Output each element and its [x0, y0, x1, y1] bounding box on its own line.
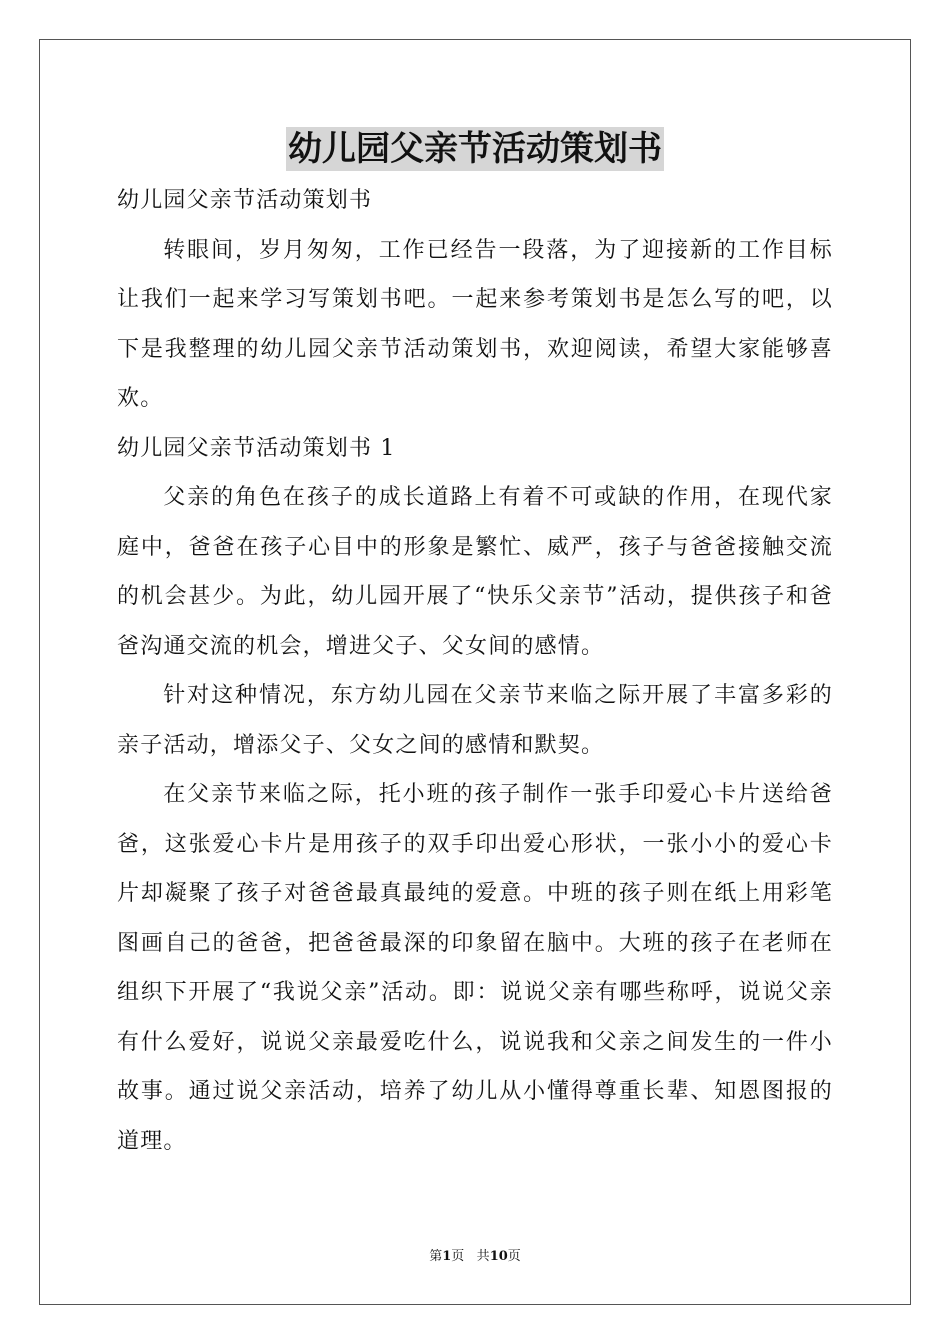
intro-paragraph: 转眼间，岁月匆匆，工作已经告一段落，为了迎接新的工作目标让我们一起来学习写策划书吧。一起来参考策划书是怎么写的吧，以下是我整理的幼儿园父亲节活动策划书，欢迎阅读，希望大家能够喜欢。: [117, 237, 833, 411]
page-prefix: 第: [429, 1249, 443, 1264]
title-block: [0, 127, 950, 171]
total-prefix: 共: [476, 1249, 490, 1264]
total-page-count: 10: [489, 1249, 508, 1264]
section-heading: 幼儿园父亲节活动策划书 1: [117, 435, 396, 461]
body-paragraph: 在父亲节来临之际，托小班的孩子制作一张手印爱心卡片送给爸爸，这张爱心卡片是用孩子的双手印出爱心形状，一张小小的爱心卡片却凝聚了孩子对爸爸最真最纯的爱意。中班的孩子则在纸上用彩笔图画自己的爸爸，把爸爸最深的印象留在脑中。大班的孩子在老师在组织下开展了“我说父亲”活动。即：说说父亲有哪些称呼，说说父亲有什么爱好，说说父亲最爱吃什么，说说我和父亲之间发生的一件小故事。通过说父亲活动，培养了幼儿从小懂得尊重长辈、知恩图报的道理。: [117, 782, 833, 1154]
body-paragraph: 针对这种情况，东方幼儿园在父亲节来临之际开展了丰富多彩的亲子活动，增添父子、父女之间的感情和默契。: [117, 683, 833, 758]
total-suffix: 页: [507, 1249, 521, 1264]
current-page-number: 1: [442, 1249, 452, 1264]
subtitle-paragraph: 幼儿园父亲节活动策划书: [117, 188, 373, 213]
body-paragraph: 父亲的角色在孩子的成长道路上有着不可或缺的作用，在现代家庭中，爸爸在孩子心目中的形象是繁忙、威严，孩子与爸爸接触交流的机会甚少。为此，幼儿园开展了“快乐父亲节”活动，提供孩子和爸爸沟通交流的机会，增进父子、父女间的感情。: [117, 485, 833, 659]
document-body: [117, 176, 833, 1166]
page-footer: [0, 1248, 950, 1266]
document-title: 幼儿园父亲节活动策划书: [288, 129, 662, 169]
page-suffix: 页: [451, 1249, 465, 1264]
